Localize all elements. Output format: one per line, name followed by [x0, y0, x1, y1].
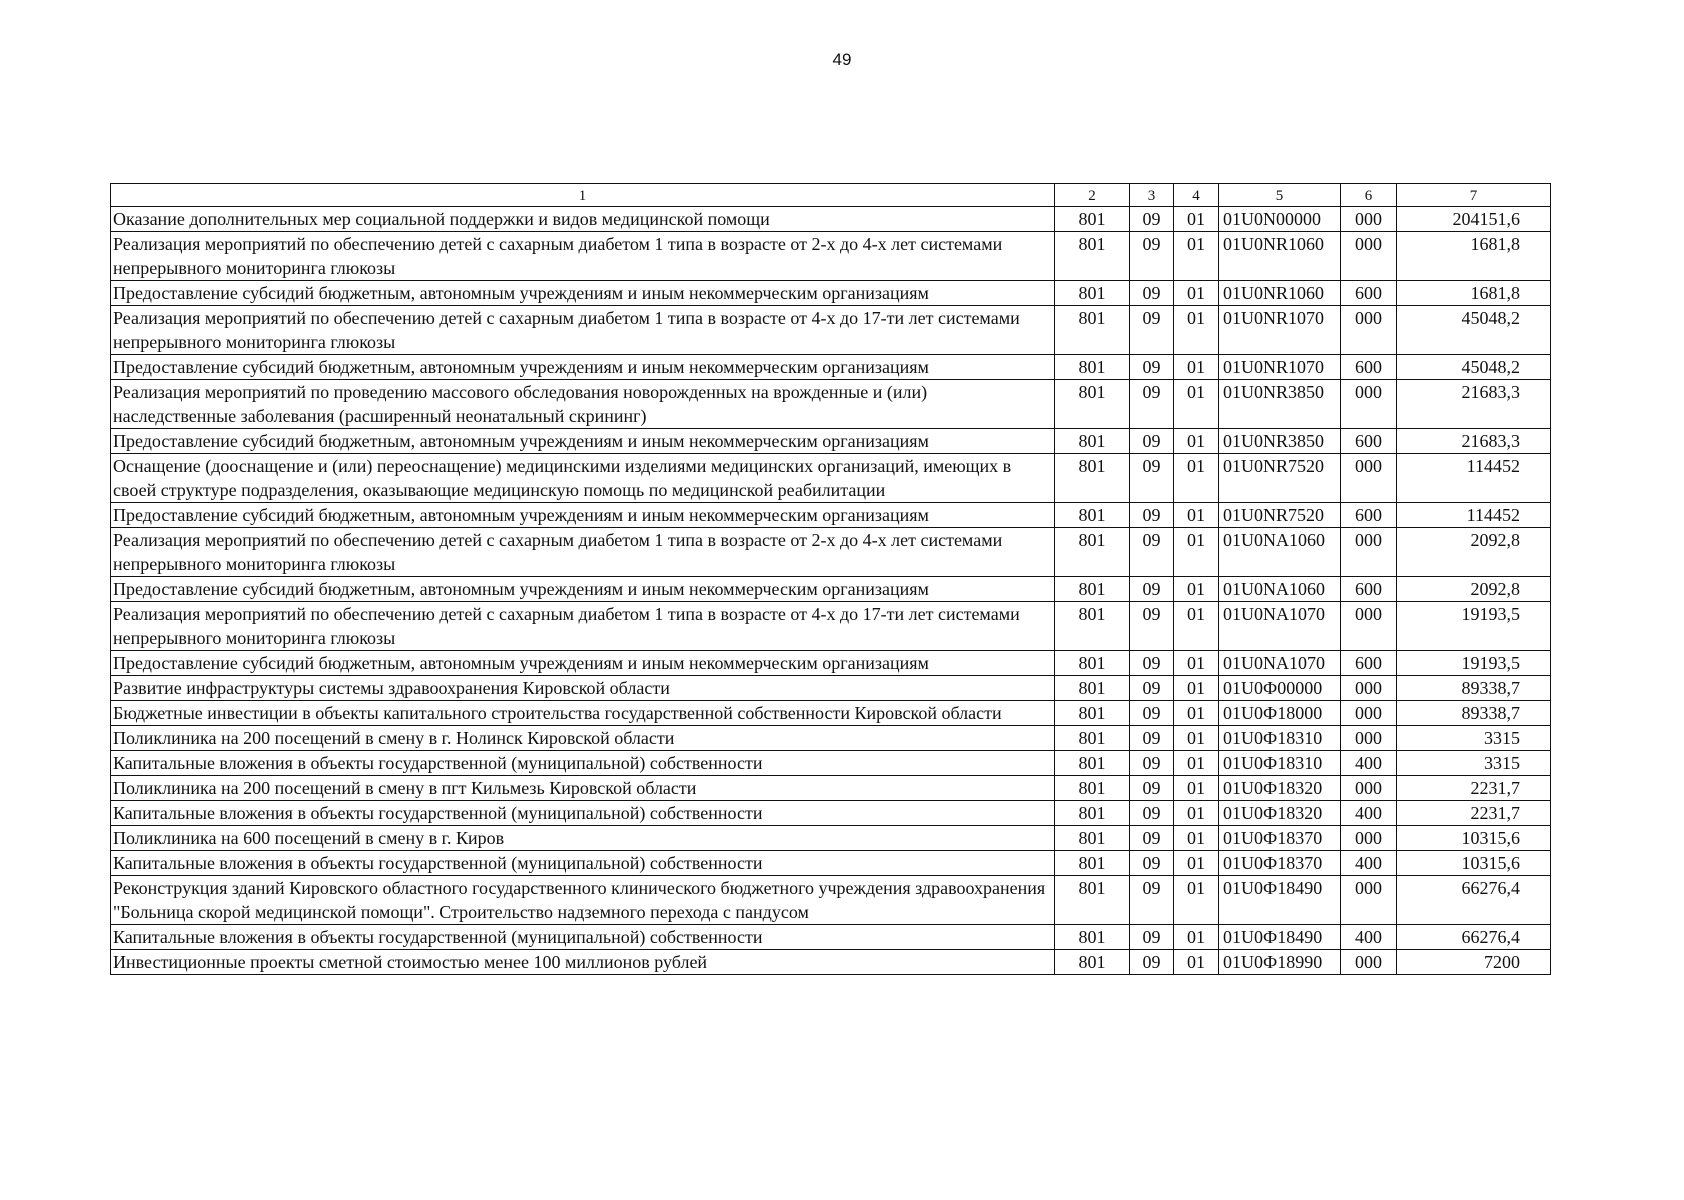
cell-name: Реализация мероприятий по проведению массового обследования новорожденных на врожденные и (или) наследственные заболевания (расширенный неонатальный скрининг) [111, 380, 1055, 429]
cell-name: Капитальные вложения в объекты государственной (муниципальной) собственности [111, 925, 1055, 950]
column-header: 4 [1174, 184, 1219, 207]
cell-column-4: 01 [1174, 503, 1219, 528]
cell-column-2: 801 [1055, 751, 1130, 776]
cell-column-2: 801 [1055, 281, 1130, 306]
cell-column-5: 01U0NR3850 [1219, 429, 1341, 454]
cell-column-2: 801 [1055, 776, 1130, 801]
cell-column-7: 204151,6 [1397, 207, 1551, 232]
cell-column-4: 01 [1174, 851, 1219, 876]
table-row [111, 701, 1551, 726]
cell-column-5: 01U0NA1070 [1219, 602, 1341, 651]
cell-column-3: 09 [1130, 232, 1174, 281]
cell-column-5: 01U0Ф18310 [1219, 726, 1341, 751]
cell-column-3: 09 [1130, 651, 1174, 676]
table-row [111, 726, 1551, 751]
cell-column-3: 09 [1130, 528, 1174, 577]
cell-column-2: 801 [1055, 676, 1130, 701]
cell-column-5: 01U0Ф18310 [1219, 751, 1341, 776]
cell-column-7: 10315,6 [1397, 851, 1551, 876]
cell-column-4: 01 [1174, 701, 1219, 726]
cell-column-5: 01U0Ф00000 [1219, 676, 1341, 701]
table-row [111, 306, 1551, 355]
cell-column-7: 21683,3 [1397, 429, 1551, 454]
cell-column-6: 000 [1341, 528, 1397, 577]
cell-name: Предоставление субсидий бюджетным, автономным учреждениям и иным некоммерческим организациям [111, 577, 1055, 602]
cell-column-3: 09 [1130, 503, 1174, 528]
cell-column-3: 09 [1130, 355, 1174, 380]
cell-name: Поликлиника на 200 посещений в смену в пгт Кильмезь Кировской области [111, 776, 1055, 801]
cell-name: Развитие инфраструктуры системы здравоохранения Кировской области [111, 676, 1055, 701]
table-row [111, 380, 1551, 429]
cell-column-5: 01U0Ф18370 [1219, 826, 1341, 851]
cell-column-6: 600 [1341, 355, 1397, 380]
cell-column-2: 801 [1055, 876, 1130, 925]
cell-column-3: 09 [1130, 429, 1174, 454]
cell-column-2: 801 [1055, 528, 1130, 577]
cell-column-6: 000 [1341, 701, 1397, 726]
cell-column-6: 000 [1341, 726, 1397, 751]
table-row [111, 676, 1551, 701]
cell-column-4: 01 [1174, 577, 1219, 602]
cell-column-3: 09 [1130, 454, 1174, 503]
table-row [111, 751, 1551, 776]
cell-column-7: 114452 [1397, 454, 1551, 503]
table-row [111, 454, 1551, 503]
cell-name: Оснащение (дооснащение и (или) переоснащение) медицинскими изделиями медицинских организаций, имеющих в своей структуре подразделения, оказывающие медицинскую помощь по медицинской реабилитации [111, 454, 1055, 503]
cell-column-5: 01U0Ф18320 [1219, 801, 1341, 826]
cell-column-7: 21683,3 [1397, 380, 1551, 429]
cell-column-3: 09 [1130, 776, 1174, 801]
table-header-row [111, 184, 1551, 207]
cell-column-2: 801 [1055, 925, 1130, 950]
cell-column-6: 000 [1341, 454, 1397, 503]
table-row [111, 776, 1551, 801]
cell-name: Оказание дополнительных мер социальной поддержки и видов медицинской помощи [111, 207, 1055, 232]
cell-column-2: 801 [1055, 651, 1130, 676]
cell-column-2: 801 [1055, 851, 1130, 876]
cell-name: Предоставление субсидий бюджетным, автономным учреждениям и иным некоммерческим организациям [111, 281, 1055, 306]
cell-column-3: 09 [1130, 676, 1174, 701]
page-number: 49 [832, 50, 852, 69]
cell-column-2: 801 [1055, 454, 1130, 503]
cell-column-7: 1681,8 [1397, 232, 1551, 281]
cell-column-3: 09 [1130, 577, 1174, 602]
table-row [111, 851, 1551, 876]
cell-column-5: 01U0NR7520 [1219, 454, 1341, 503]
cell-column-7: 45048,2 [1397, 355, 1551, 380]
cell-column-2: 801 [1055, 306, 1130, 355]
cell-name: Предоставление субсидий бюджетным, автономным учреждениям и иным некоммерческим организациям [111, 429, 1055, 454]
cell-column-6: 600 [1341, 651, 1397, 676]
cell-column-7: 3315 [1397, 751, 1551, 776]
cell-name: Предоставление субсидий бюджетным, автономным учреждениям и иным некоммерческим организациям [111, 503, 1055, 528]
cell-column-2: 801 [1055, 826, 1130, 851]
cell-column-3: 09 [1130, 925, 1174, 950]
table-row [111, 826, 1551, 851]
cell-column-6: 000 [1341, 380, 1397, 429]
cell-column-6: 600 [1341, 429, 1397, 454]
cell-column-3: 09 [1130, 380, 1174, 429]
cell-column-3: 09 [1130, 726, 1174, 751]
cell-column-7: 19193,5 [1397, 602, 1551, 651]
cell-column-3: 09 [1130, 751, 1174, 776]
column-header: 6 [1341, 184, 1397, 207]
cell-column-7: 66276,4 [1397, 876, 1551, 925]
cell-column-6: 000 [1341, 876, 1397, 925]
cell-column-3: 09 [1130, 851, 1174, 876]
cell-column-4: 01 [1174, 380, 1219, 429]
cell-column-4: 01 [1174, 751, 1219, 776]
cell-column-5: 01U0Ф18990 [1219, 950, 1341, 975]
cell-column-6: 400 [1341, 851, 1397, 876]
cell-column-5: 01U0NR1070 [1219, 306, 1341, 355]
cell-column-5: 01U0Ф18370 [1219, 851, 1341, 876]
table-row [111, 429, 1551, 454]
cell-column-2: 801 [1055, 503, 1130, 528]
table-row [111, 503, 1551, 528]
cell-column-2: 801 [1055, 380, 1130, 429]
cell-column-2: 801 [1055, 577, 1130, 602]
table-row [111, 232, 1551, 281]
cell-column-3: 09 [1130, 950, 1174, 975]
cell-column-2: 801 [1055, 801, 1130, 826]
cell-column-7: 89338,7 [1397, 676, 1551, 701]
cell-column-4: 01 [1174, 776, 1219, 801]
cell-column-6: 000 [1341, 826, 1397, 851]
cell-column-7: 1681,8 [1397, 281, 1551, 306]
cell-column-6: 400 [1341, 751, 1397, 776]
column-header: 1 [111, 184, 1055, 207]
cell-column-7: 19193,5 [1397, 651, 1551, 676]
cell-name: Бюджетные инвестиции в объекты капитального строительства государственной собственности Кировской области [111, 701, 1055, 726]
table-body [111, 207, 1551, 975]
cell-column-2: 801 [1055, 429, 1130, 454]
cell-column-7: 45048,2 [1397, 306, 1551, 355]
table-row [111, 925, 1551, 950]
cell-column-6: 600 [1341, 577, 1397, 602]
cell-column-2: 801 [1055, 701, 1130, 726]
cell-column-5: 01U0NA1060 [1219, 577, 1341, 602]
cell-column-7: 2231,7 [1397, 801, 1551, 826]
cell-column-6: 000 [1341, 950, 1397, 975]
cell-column-5: 01U0NR3850 [1219, 380, 1341, 429]
cell-column-3: 09 [1130, 701, 1174, 726]
column-header: 7 [1397, 184, 1551, 207]
cell-column-5: 01U0N00000 [1219, 207, 1341, 232]
cell-column-4: 01 [1174, 950, 1219, 975]
cell-name: Капитальные вложения в объекты государственной (муниципальной) собственности [111, 851, 1055, 876]
cell-column-6: 000 [1341, 306, 1397, 355]
cell-column-7: 89338,7 [1397, 701, 1551, 726]
cell-column-2: 801 [1055, 726, 1130, 751]
cell-column-4: 01 [1174, 876, 1219, 925]
cell-column-2: 801 [1055, 355, 1130, 380]
cell-column-5: 01U0Ф18000 [1219, 701, 1341, 726]
table-row [111, 801, 1551, 826]
cell-column-5: 01U0Ф18320 [1219, 776, 1341, 801]
cell-column-5: 01U0NR1060 [1219, 232, 1341, 281]
table-row [111, 602, 1551, 651]
cell-name: Реконструкция зданий Кировского областного государственного клинического бюджетного учреждения здравоохранения "Больница скорой медицинской помощи". Строительство надземного перехода с пандусом [111, 876, 1055, 925]
cell-name: Предоставление субсидий бюджетным, автономным учреждениям и иным некоммерческим организациям [111, 651, 1055, 676]
cell-column-4: 01 [1174, 528, 1219, 577]
cell-column-7: 114452 [1397, 503, 1551, 528]
cell-column-6: 600 [1341, 281, 1397, 306]
cell-column-4: 01 [1174, 281, 1219, 306]
cell-column-6: 000 [1341, 602, 1397, 651]
cell-column-6: 400 [1341, 925, 1397, 950]
cell-column-3: 09 [1130, 876, 1174, 925]
table-row [111, 207, 1551, 232]
cell-column-6: 400 [1341, 801, 1397, 826]
cell-column-4: 01 [1174, 726, 1219, 751]
cell-column-5: 01U0NA1060 [1219, 528, 1341, 577]
cell-column-6: 600 [1341, 503, 1397, 528]
cell-column-3: 09 [1130, 826, 1174, 851]
cell-column-4: 01 [1174, 355, 1219, 380]
cell-column-6: 000 [1341, 776, 1397, 801]
cell-column-4: 01 [1174, 232, 1219, 281]
cell-column-5: 01U0NR1060 [1219, 281, 1341, 306]
cell-column-3: 09 [1130, 306, 1174, 355]
cell-name: Реализация мероприятий по обеспечению детей с сахарным диабетом 1 типа в возрасте от 4-х до 17-ти лет системами непрерывного мониторинга глюкозы [111, 602, 1055, 651]
table-row [111, 651, 1551, 676]
cell-column-7: 3315 [1397, 726, 1551, 751]
cell-column-5: 01U0NA1070 [1219, 651, 1341, 676]
cell-column-4: 01 [1174, 801, 1219, 826]
cell-column-2: 801 [1055, 602, 1130, 651]
cell-column-5: 01U0Ф18490 [1219, 925, 1341, 950]
cell-column-6: 000 [1341, 207, 1397, 232]
cell-name: Предоставление субсидий бюджетным, автономным учреждениям и иным некоммерческим организациям [111, 355, 1055, 380]
table-row [111, 528, 1551, 577]
cell-column-4: 01 [1174, 826, 1219, 851]
cell-column-4: 01 [1174, 454, 1219, 503]
column-header: 3 [1130, 184, 1174, 207]
cell-column-7: 7200 [1397, 950, 1551, 975]
cell-column-4: 01 [1174, 602, 1219, 651]
table-row [111, 950, 1551, 975]
cell-column-5: 01U0Ф18490 [1219, 876, 1341, 925]
cell-column-5: 01U0NR1070 [1219, 355, 1341, 380]
cell-name: Инвестиционные проекты сметной стоимостью менее 100 миллионов рублей [111, 950, 1055, 975]
cell-name: Поликлиника на 600 посещений в смену в г. Киров [111, 826, 1055, 851]
cell-column-2: 801 [1055, 950, 1130, 975]
cell-name: Реализация мероприятий по обеспечению детей с сахарным диабетом 1 типа в возрасте от 4-х до 17-ти лет системами непрерывного мониторинга глюкозы [111, 306, 1055, 355]
column-header: 2 [1055, 184, 1130, 207]
cell-column-4: 01 [1174, 429, 1219, 454]
cell-column-6: 000 [1341, 232, 1397, 281]
cell-name: Капитальные вложения в объекты государственной (муниципальной) собственности [111, 751, 1055, 776]
cell-column-4: 01 [1174, 651, 1219, 676]
cell-column-5: 01U0NR7520 [1219, 503, 1341, 528]
cell-column-7: 2092,8 [1397, 577, 1551, 602]
column-header: 5 [1219, 184, 1341, 207]
table-row [111, 281, 1551, 306]
cell-name: Реализация мероприятий по обеспечению детей с сахарным диабетом 1 типа в возрасте от 2-х до 4-х лет системами непрерывного мониторинга глюкозы [111, 528, 1055, 577]
table-row [111, 577, 1551, 602]
cell-column-4: 01 [1174, 676, 1219, 701]
table-row [111, 876, 1551, 925]
cell-column-2: 801 [1055, 207, 1130, 232]
cell-column-7: 66276,4 [1397, 925, 1551, 950]
cell-column-4: 01 [1174, 207, 1219, 232]
cell-column-3: 09 [1130, 281, 1174, 306]
cell-column-7: 2092,8 [1397, 528, 1551, 577]
cell-name: Поликлиника на 200 посещений в смену в г. Нолинск Кировской области [111, 726, 1055, 751]
cell-column-2: 801 [1055, 232, 1130, 281]
cell-column-3: 09 [1130, 801, 1174, 826]
cell-column-4: 01 [1174, 925, 1219, 950]
cell-column-3: 09 [1130, 602, 1174, 651]
cell-column-7: 2231,7 [1397, 776, 1551, 801]
cell-name: Капитальные вложения в объекты государственной (муниципальной) собственности [111, 801, 1055, 826]
table-row [111, 355, 1551, 380]
cell-column-3: 09 [1130, 207, 1174, 232]
budget-table [110, 183, 1551, 975]
cell-column-4: 01 [1174, 306, 1219, 355]
cell-column-6: 000 [1341, 676, 1397, 701]
cell-name: Реализация мероприятий по обеспечению детей с сахарным диабетом 1 типа в возрасте от 2-х до 4-х лет системами непрерывного мониторинга глюкозы [111, 232, 1055, 281]
cell-column-7: 10315,6 [1397, 826, 1551, 851]
